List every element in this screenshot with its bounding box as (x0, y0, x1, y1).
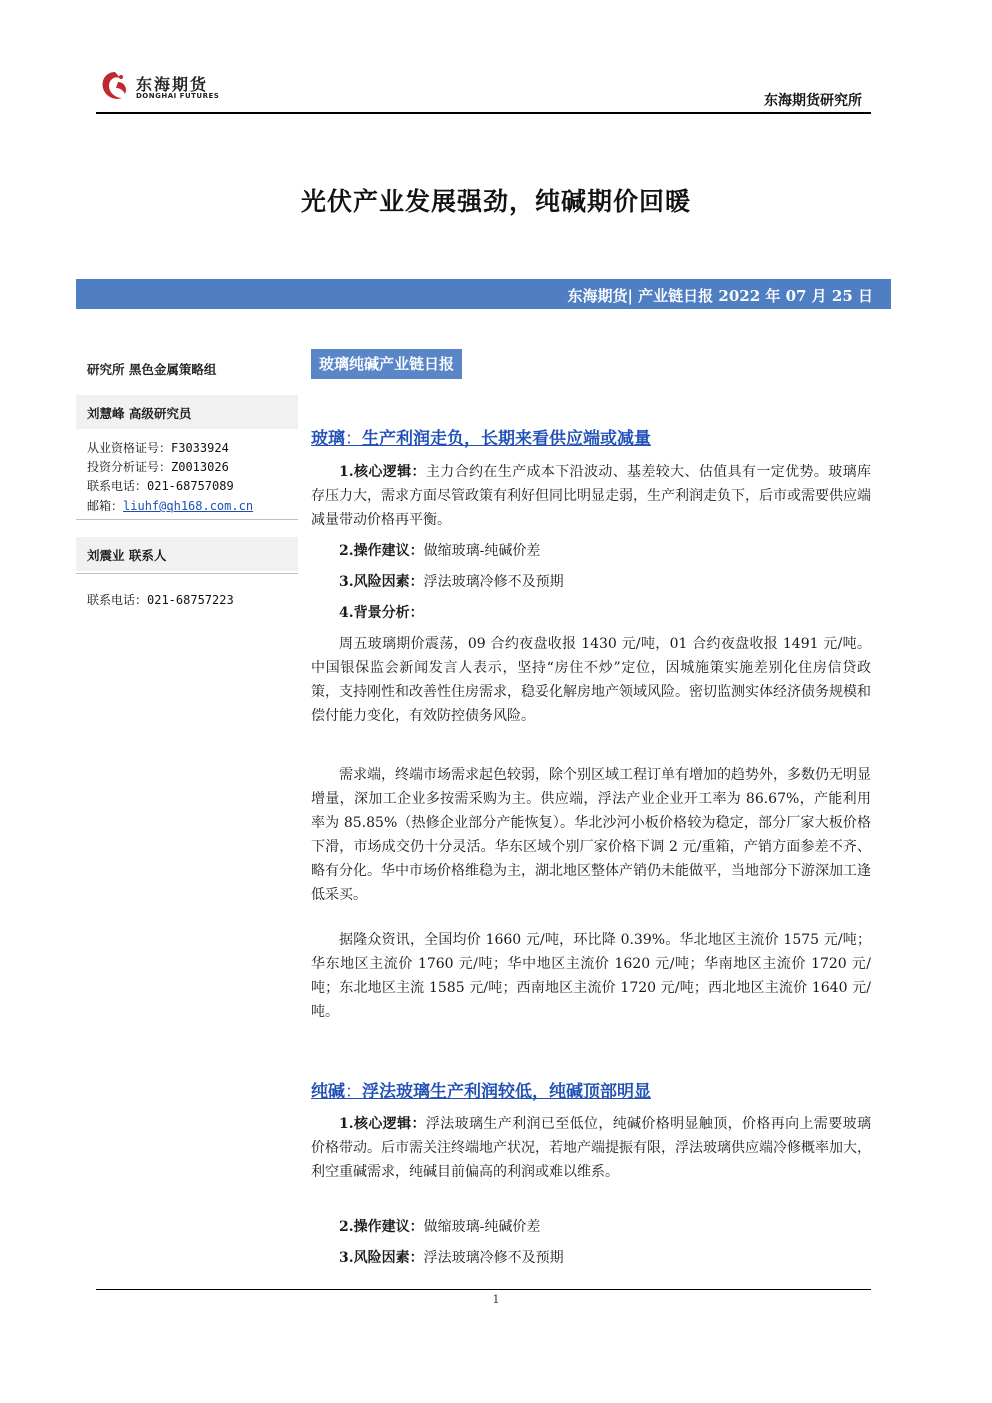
core-logic-label: 1.核心逻辑 (339, 464, 412, 480)
soda-operation: 2.操作建议：做缩玻璃-纯碱价差 (339, 1219, 541, 1235)
sidebar-analyst-header: 刘慧峰 高级研究员 (76, 395, 298, 429)
email-label: 邮箱： (87, 499, 124, 513)
glass-risk: 3.风险因素：浮法玻璃冷修不及预期 (339, 574, 564, 590)
header-rule (96, 112, 871, 114)
report-banner (76, 279, 891, 309)
glass-background-p2: 需求端，终端市场需求起色较弱，除个别区域工程订单有增加的趋势外，多数仍无明显增量，深加工企业多按需采购为主。供应端，浮法产业企业开工率为 86.67%，产能利用率为 85.85%（热修企业部分产能恢复）。华北沙河小板价格较为稳定，部分厂家大板价格下滑，市场成交仍十分灵活。华东区域个别厂家价格下调 2 元/重箱，产销方面参差不齐、略有分化。华中市场价格维稳为主，湖北地区整体产销仍未能做平，当地部分下游深加工逢低采买。 (311, 767, 871, 903)
sidebar-dept: 研究所 黑色金属策略组 (76, 351, 298, 385)
sidebar-divider (76, 573, 298, 574)
institute-name: 东海期货研究所 (764, 93, 862, 109)
analyst-phone: 联系电话：021-68757089 (87, 479, 234, 493)
analyst-license: 从业资格证号：F3033924 (87, 441, 229, 455)
report-tag: 玻璃纯碱产业链日报 (311, 349, 462, 379)
page-number: 1 (492, 1293, 500, 1306)
contact-phone: 联系电话：021-68757223 (87, 593, 234, 607)
analyst-invest-license: 投资分析证号：Z0013026 (87, 460, 229, 474)
logo-text-cn: 东海期货 (136, 75, 209, 94)
sidebar-contact-header: 刘震业 联系人 (76, 537, 298, 571)
soda-section-title[interactable]: 纯碱：浮法玻璃生产利润较低，纯碱顶部明显 (311, 1082, 651, 1102)
soda-core-logic: 1.核心逻辑：浮法玻璃生产利润已至低位，纯碱价格明显触顶，价格再向上需要玻璃价格带动。后市需关注终端地产状况，若地产端提振有限，浮法玻璃供应端冷修概率加大，利空重碱需求，纯碱目前偏高的利润或难以维系。 (311, 1116, 872, 1180)
footer-rule (96, 1289, 871, 1290)
soda-risk: 3.风险因素：浮法玻璃冷修不及预期 (339, 1250, 564, 1266)
donghai-logo-icon (96, 68, 134, 106)
glass-section-title[interactable]: 玻璃：生产利润走负，长期来看供应端或减量 (311, 429, 651, 449)
analyst-email-link[interactable]: liuhf@qh168.com.cn (123, 499, 254, 513)
sidebar-divider (76, 519, 298, 520)
glass-background-p1: 周五玻璃期价震荡，09 合约夜盘收报 1430 元/吨，01 合约夜盘收报 1491 元/吨。中国银保监会新闻发言人表示，坚持“房住不炒”定位，因城施策实施差别化住房信贷政策，支持刚性和改善性住房需求，稳妥化解房地产领域风险。密切监测实体经济债务规模和偿付能力变化，有效防控债务风险。 (311, 636, 871, 724)
logo-text-en: DONGHAI FUTURES (136, 92, 220, 100)
report-title: 光伏产业发展强劲，纯碱期价回暖 (300, 187, 691, 216)
glass-background-label: 4.背景分析： (339, 605, 424, 621)
banner-text: 东海期货| 产业链日报 2022 年 07 月 25 日 (567, 287, 873, 305)
analyst-email-row (87, 497, 253, 514)
glass-background-p3: 据隆众资讯，全国均价 1660 元/吨，环比降 0.39%。华北地区主流价 1575 元/吨；华东地区主流价 1760 元/吨；华中地区主流价 1620 元/吨；华南地区主流价 1720 元/吨；东北地区主流 1585 元/吨；西南地区主流价 1720 元/吨；西北地区主流价 1640 元/吨。 (311, 932, 871, 1020)
glass-operation: 2.操作建议：做缩玻璃-纯碱价差 (339, 543, 541, 559)
glass-core-logic: 1.核心逻辑：主力合约在生产成本下沿波动、基差较大、估值具有一定优势。玻璃库存压力大，需求方面尽管政策有利好但同比明显走弱，生产利润走负下，后市或需要供应端减量带动价格再平衡。 (311, 464, 872, 528)
